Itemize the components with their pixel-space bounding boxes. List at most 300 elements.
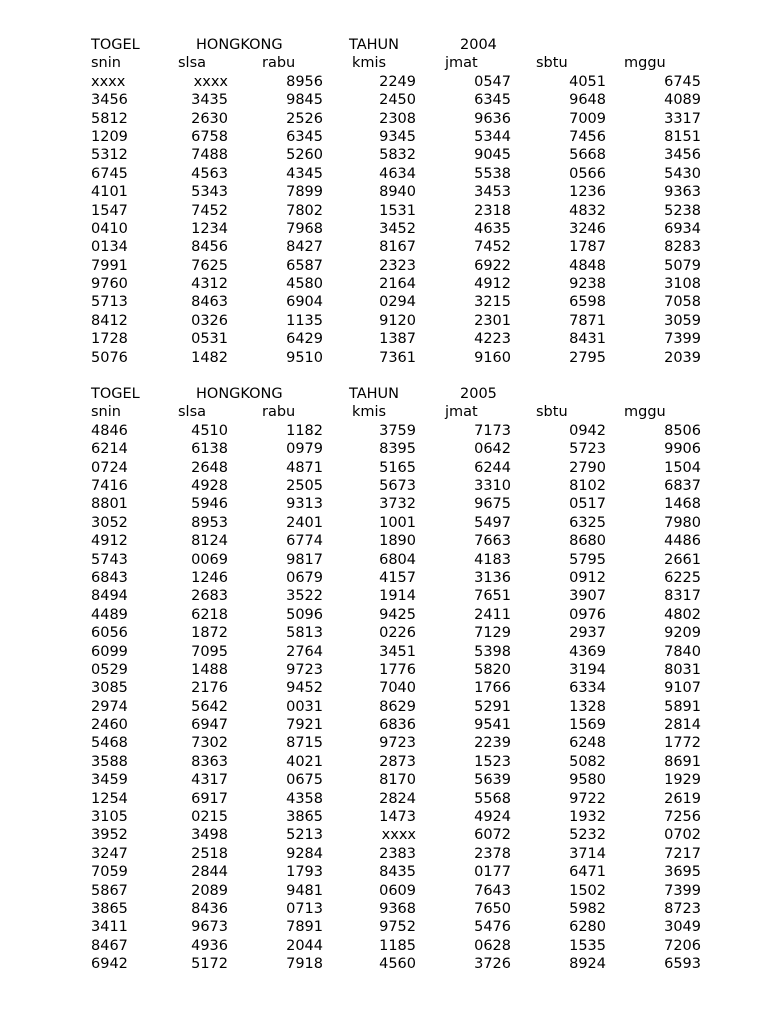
table-cell: 1766 — [474, 680, 511, 697]
table-cell: 6758 — [191, 128, 228, 145]
table-cell: 8956 — [286, 73, 323, 90]
table-cell: 7625 — [191, 257, 228, 274]
table-cell: 7206 — [664, 937, 701, 954]
table-cell: 5343 — [191, 184, 228, 201]
table-cell: 8283 — [664, 239, 701, 256]
table-cell: 2460 — [91, 717, 128, 734]
table-cell: 9648 — [569, 92, 606, 109]
table-cell: 0702 — [664, 827, 701, 844]
table-cell: 6774 — [286, 533, 323, 550]
table-cell: 4369 — [569, 643, 606, 660]
table-cell: 0724 — [91, 459, 128, 476]
table-row — [0, 257, 768, 275]
table-cell: 0215 — [191, 809, 228, 826]
table-row — [0, 845, 768, 863]
table-cell: 9580 — [569, 772, 606, 789]
table-year-label: TAHUN — [349, 37, 400, 53]
table-cell: 6345 — [474, 92, 511, 109]
table-cell: 8715 — [286, 735, 323, 752]
table-cell: 7663 — [474, 533, 511, 550]
table-cell: 5430 — [664, 165, 701, 182]
table-cell: 4832 — [569, 202, 606, 219]
table-cell: 9817 — [286, 551, 323, 568]
table-cell: 5946 — [191, 496, 228, 513]
table-cell: 6904 — [286, 294, 323, 311]
table-cell: 7416 — [91, 477, 128, 494]
table-cell: 9368 — [379, 900, 416, 917]
table-cell: 7040 — [379, 680, 416, 697]
document-page — [0, 36, 768, 974]
table-cell: 3059 — [664, 312, 701, 329]
table-row — [0, 183, 768, 201]
table-cell: 0976 — [569, 606, 606, 623]
table-header — [0, 385, 768, 403]
table-cell: 4183 — [474, 551, 511, 568]
table-cell: 1872 — [191, 625, 228, 642]
table-cell: 6917 — [191, 790, 228, 807]
table-cell: 1387 — [379, 331, 416, 348]
table-cell: 1328 — [569, 698, 606, 715]
table-cell: 5082 — [569, 753, 606, 770]
table-cell: 9906 — [664, 441, 701, 458]
table-cell: 6056 — [91, 625, 128, 642]
table-cell: 2249 — [379, 73, 416, 90]
table-cell: 0547 — [474, 73, 511, 90]
table-cell: 2824 — [379, 790, 416, 807]
table-cell: 5468 — [91, 735, 128, 752]
table-cell: 3459 — [91, 772, 128, 789]
table-cell: 3317 — [664, 110, 701, 127]
table-row — [0, 863, 768, 881]
table-cell: 0679 — [286, 569, 323, 586]
table-cell: 7452 — [474, 239, 511, 256]
table-cell: 8167 — [379, 239, 416, 256]
table-cell: 6745 — [91, 165, 128, 182]
table-cell: 7802 — [286, 202, 323, 219]
table-cell: 8436 — [191, 900, 228, 917]
column-label: rabu — [262, 55, 296, 72]
table-cell: 6218 — [191, 606, 228, 623]
table-row — [0, 882, 768, 900]
table-cell: 8723 — [664, 900, 701, 917]
table-cell: 5291 — [474, 698, 511, 715]
column-label: rabu — [262, 404, 296, 421]
table-cell: 2176 — [191, 680, 228, 697]
table-row — [0, 661, 768, 679]
table-cell: 7217 — [664, 845, 701, 862]
table-cell: 7059 — [91, 864, 128, 881]
column-label: jmat — [445, 404, 478, 421]
table-cell: 3452 — [379, 220, 416, 237]
table-cell: 1531 — [379, 202, 416, 219]
table-cell: 2164 — [379, 276, 416, 293]
table-cell: 1776 — [379, 661, 416, 678]
table-cell: 2089 — [191, 882, 228, 899]
table-cell: 9425 — [379, 606, 416, 623]
table-cell: 9675 — [474, 496, 511, 513]
table-cell: 1932 — [569, 809, 606, 826]
table-cell: 9760 — [91, 276, 128, 293]
table-row — [0, 532, 768, 550]
table-row — [0, 643, 768, 661]
table-cell: 8317 — [664, 588, 701, 605]
table-cell: 0410 — [91, 220, 128, 237]
table-row — [0, 91, 768, 109]
table-cell: 5639 — [474, 772, 511, 789]
table-cell: 6334 — [569, 680, 606, 697]
table-cell: 0912 — [569, 569, 606, 586]
table-row — [0, 624, 768, 642]
table-cell: 7651 — [474, 588, 511, 605]
table-cell: 3194 — [569, 661, 606, 678]
table-cell: 4486 — [664, 533, 701, 550]
table-cell: 3310 — [474, 477, 511, 494]
table-cell: 8494 — [91, 588, 128, 605]
table-cell: 1001 — [379, 514, 416, 531]
table-cell: 6072 — [474, 827, 511, 844]
table-cell: 5232 — [569, 827, 606, 844]
table-cell: 5172 — [191, 956, 228, 973]
table-cell: 7095 — [191, 643, 228, 660]
table-cell: 5312 — [91, 147, 128, 164]
table-cell: 3726 — [474, 956, 511, 973]
table-cell: 6280 — [569, 919, 606, 936]
table-cell: 3105 — [91, 809, 128, 826]
table-cell: 7456 — [569, 128, 606, 145]
table-cell: 8363 — [191, 753, 228, 770]
column-label: jmat — [445, 55, 478, 72]
table-cell: 6587 — [286, 257, 323, 274]
table-cell: 7058 — [664, 294, 701, 311]
table-cell: 1787 — [569, 239, 606, 256]
table-cell: 6214 — [91, 441, 128, 458]
table-cell: 4802 — [664, 606, 701, 623]
table-cell: 1209 — [91, 128, 128, 145]
table-2005 — [0, 385, 768, 974]
table-cell: xxxx — [193, 73, 228, 90]
table-cell: 7256 — [664, 809, 701, 826]
table-cell: 4871 — [286, 459, 323, 476]
table-cell: 1504 — [664, 459, 701, 476]
table-cell: 7361 — [379, 349, 416, 366]
table-cell: 5723 — [569, 441, 606, 458]
table-row — [0, 477, 768, 495]
table-cell: 2630 — [191, 110, 228, 127]
table-title: TOGEL — [91, 386, 140, 403]
table-cell: 7009 — [569, 110, 606, 127]
table-place: HONGKONG — [196, 386, 283, 403]
table-cell: 4317 — [191, 772, 228, 789]
table-cell: 7921 — [286, 717, 323, 734]
table-row — [0, 459, 768, 477]
table-cell: 2518 — [191, 845, 228, 862]
table-cell: 7643 — [474, 882, 511, 899]
table-cell: 1473 — [379, 809, 416, 826]
table-cell: 7173 — [474, 422, 511, 439]
table-cell: 2795 — [569, 349, 606, 366]
table-cell: 8395 — [379, 441, 416, 458]
table-cell: 4312 — [191, 276, 228, 293]
table-row — [0, 679, 768, 697]
table-cell: 8506 — [664, 422, 701, 439]
table-cell: 4936 — [191, 937, 228, 954]
table-cell: 6325 — [569, 514, 606, 531]
table-cell: 7871 — [569, 312, 606, 329]
column-label: kmis — [352, 55, 387, 72]
table-cell: 5344 — [474, 128, 511, 145]
table-cell: 8427 — [286, 239, 323, 256]
table-cell: 1135 — [286, 312, 323, 329]
table-row — [0, 440, 768, 458]
table-cell: 1502 — [569, 882, 606, 899]
table-cell: 3714 — [569, 845, 606, 862]
table-cell: 4358 — [286, 790, 323, 807]
table-row — [0, 716, 768, 734]
table-row — [0, 734, 768, 752]
table-cell: 5079 — [664, 257, 701, 274]
table-row — [0, 606, 768, 624]
table-cell: 2790 — [569, 459, 606, 476]
table-cell: 2974 — [91, 698, 128, 715]
table-cell: 1185 — [379, 937, 416, 954]
table-cell: 9345 — [379, 128, 416, 145]
table-cell: 0326 — [191, 312, 228, 329]
table-cell: 4089 — [664, 92, 701, 109]
table-cell: 2505 — [286, 477, 323, 494]
table-cell: 3952 — [91, 827, 128, 844]
table-cell: 0531 — [191, 331, 228, 348]
table-cell: 8151 — [664, 128, 701, 145]
table-cell: 1234 — [191, 220, 228, 237]
table-cell: 7918 — [286, 956, 323, 973]
table-row — [0, 293, 768, 311]
table-row — [0, 937, 768, 955]
table-cell: 4912 — [91, 533, 128, 550]
table-cell: 3246 — [569, 220, 606, 237]
table-cell: 9723 — [379, 735, 416, 752]
table-cell: 3247 — [91, 845, 128, 862]
table-cell: 0134 — [91, 239, 128, 256]
table-cell: 2450 — [379, 92, 416, 109]
table-cell: 2661 — [664, 551, 701, 568]
table-row — [0, 275, 768, 293]
table-cell: 3435 — [191, 92, 228, 109]
table-cell: 3451 — [379, 643, 416, 660]
table-cell: 4157 — [379, 569, 416, 586]
table-row — [0, 165, 768, 183]
table-year: 2004 — [460, 37, 497, 53]
table-cell: 4848 — [569, 257, 606, 274]
table-cell: 1468 — [664, 496, 701, 513]
table-cell: 5813 — [286, 625, 323, 642]
table-cell: 0069 — [191, 551, 228, 568]
table-cell: 8124 — [191, 533, 228, 550]
table-cell: 2308 — [379, 110, 416, 127]
table-title: TOGEL — [91, 37, 140, 53]
table-cell: 8431 — [569, 331, 606, 348]
table-cell: 5812 — [91, 110, 128, 127]
table-cell: 0031 — [286, 698, 323, 715]
table-cell: 3759 — [379, 422, 416, 439]
table-cell: 1569 — [569, 717, 606, 734]
table-cell: 5820 — [474, 661, 511, 678]
table-cell: 2318 — [474, 202, 511, 219]
table-cell: 3522 — [286, 588, 323, 605]
table-cell: 8170 — [379, 772, 416, 789]
table-row — [0, 146, 768, 164]
table-cell: 0226 — [379, 625, 416, 642]
table-cell: 2844 — [191, 864, 228, 881]
table-cell: 2039 — [664, 349, 701, 366]
table-cell: 4223 — [474, 331, 511, 348]
table-cell: 6598 — [569, 294, 606, 311]
table-cell: 3215 — [474, 294, 511, 311]
table-cell: 6804 — [379, 551, 416, 568]
table-row — [0, 900, 768, 918]
table-cell: 8924 — [569, 956, 606, 973]
table-cell: 2648 — [191, 459, 228, 476]
table-cell: 4924 — [474, 809, 511, 826]
table-cell: 7452 — [191, 202, 228, 219]
table-cell: 2378 — [474, 845, 511, 862]
table-cell: 5260 — [286, 147, 323, 164]
table-cell: 0979 — [286, 441, 323, 458]
table-row — [0, 955, 768, 973]
table-cell: 1254 — [91, 790, 128, 807]
table-body — [0, 73, 768, 367]
table-cell: 8691 — [664, 753, 701, 770]
table-cell: 9752 — [379, 919, 416, 936]
table-cell: 6471 — [569, 864, 606, 881]
table-cell: 3049 — [664, 919, 701, 936]
table-cell: 7129 — [474, 625, 511, 642]
table-cell: 3136 — [474, 569, 511, 586]
table-row — [0, 918, 768, 936]
table-cell: 6345 — [286, 128, 323, 145]
table-cell: 0529 — [91, 661, 128, 678]
table-cell: 6837 — [664, 477, 701, 494]
table-cell: 8801 — [91, 496, 128, 513]
table-cell: 1772 — [664, 735, 701, 752]
table-cell: 4489 — [91, 606, 128, 623]
table-cell: 5568 — [474, 790, 511, 807]
table-cell: 8031 — [664, 661, 701, 678]
table-cell: 1182 — [286, 422, 323, 439]
table-cell: 3732 — [379, 496, 416, 513]
column-label: snin — [91, 55, 121, 72]
table-cell: 3695 — [664, 864, 701, 881]
table-cell: 9284 — [286, 845, 323, 862]
table-cell: xxxx — [91, 73, 126, 90]
table-cell: 8629 — [379, 698, 416, 715]
table-cell: 9313 — [286, 496, 323, 513]
table-cell: 6225 — [664, 569, 701, 586]
table-cell: 7399 — [664, 331, 701, 348]
table-cell: 9238 — [569, 276, 606, 293]
table-header — [0, 36, 768, 54]
table-cell: 1482 — [191, 349, 228, 366]
table-cell: 3453 — [474, 184, 511, 201]
table-cell: 6947 — [191, 717, 228, 734]
table-cell: 6745 — [664, 73, 701, 90]
table-cell: 9107 — [664, 680, 701, 697]
table-row — [0, 826, 768, 844]
column-labels — [0, 54, 768, 72]
table-cell: 0294 — [379, 294, 416, 311]
table-row — [0, 587, 768, 605]
table-cell: 9845 — [286, 92, 323, 109]
table-cell: 1535 — [569, 937, 606, 954]
table-cell: 2814 — [664, 717, 701, 734]
column-label: mggu — [624, 55, 666, 72]
table-row — [0, 422, 768, 440]
table-cell: 6942 — [91, 956, 128, 973]
table-cell: 8463 — [191, 294, 228, 311]
table-row — [0, 73, 768, 91]
table-row — [0, 202, 768, 220]
table-cell: 8680 — [569, 533, 606, 550]
column-label: mggu — [624, 404, 666, 421]
table-cell: 1246 — [191, 569, 228, 586]
table-row — [0, 349, 768, 367]
table-cell: 2044 — [286, 937, 323, 954]
table-cell: 4912 — [474, 276, 511, 293]
table-cell: 3865 — [286, 809, 323, 826]
table-cell: 8467 — [91, 937, 128, 954]
table-cell: 5867 — [91, 882, 128, 899]
table-cell: 0713 — [286, 900, 323, 917]
table-cell: 4563 — [191, 165, 228, 182]
table-cell: 5713 — [91, 294, 128, 311]
table-row — [0, 238, 768, 256]
table-cell: 0642 — [474, 441, 511, 458]
table-cell: 2401 — [286, 514, 323, 531]
table-cell: 9510 — [286, 349, 323, 366]
table-cell: 1236 — [569, 184, 606, 201]
table-cell: 2301 — [474, 312, 511, 329]
table-cell: 8940 — [379, 184, 416, 201]
table-row — [0, 495, 768, 513]
table-cell: 6138 — [191, 441, 228, 458]
table-row — [0, 790, 768, 808]
table-row — [0, 771, 768, 789]
table-row — [0, 753, 768, 771]
table-cell: 9120 — [379, 312, 416, 329]
table-cell: 9481 — [286, 882, 323, 899]
table-cell: 4634 — [379, 165, 416, 182]
table-cell: 9452 — [286, 680, 323, 697]
table-cell: 3498 — [191, 827, 228, 844]
table-cell: 4101 — [91, 184, 128, 201]
table-cell: 4560 — [379, 956, 416, 973]
table-year-label: TAHUN — [349, 386, 400, 403]
table-cell: 4928 — [191, 477, 228, 494]
table-cell: 2873 — [379, 753, 416, 770]
table-cell: 6429 — [286, 331, 323, 348]
table-cell: 9363 — [664, 184, 701, 201]
table-place: HONGKONG — [196, 37, 283, 53]
table-cell: 3907 — [569, 588, 606, 605]
table-cell: 3411 — [91, 919, 128, 936]
table-cell: 6099 — [91, 643, 128, 660]
table-cell: 8102 — [569, 477, 606, 494]
table-cell: 7899 — [286, 184, 323, 201]
table-row — [0, 312, 768, 330]
table-cell: 6593 — [664, 956, 701, 973]
table-cell: 5673 — [379, 477, 416, 494]
table-cell: 1488 — [191, 661, 228, 678]
table-cell: 5668 — [569, 147, 606, 164]
